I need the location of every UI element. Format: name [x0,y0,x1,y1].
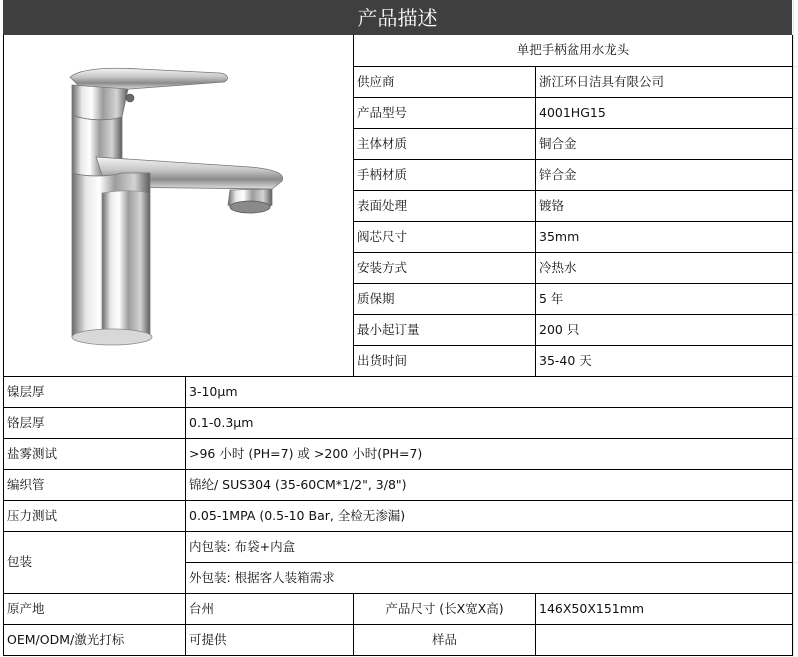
spec-value-lead-time: 35-40 天 [539,353,592,368]
spec-label-body-material: 主体材质 [357,136,408,151]
spec-value-cartridge: 35mm [539,229,580,244]
detail-label-salt-spray: 盐雾测试 [7,446,58,461]
spec-label-finish: 表面处理 [357,198,408,213]
spec-value-supplier: 浙江环日洁具有限公司 [539,74,665,89]
spec-value-model: 4001HG15 [539,105,606,120]
spec-label-lead-time: 出货时间 [357,353,408,368]
oem-label: OEM/ODM/激光打标 [7,632,125,647]
detail-value-hose: 锦纶/ SUS304 (35-60CM*1/2", 3/8") [189,477,407,492]
spec-value-handle-material: 锌合金 [539,167,577,182]
oem-value: 可提供 [189,632,227,647]
detail-label-hose: 编织管 [7,477,45,492]
packaging-outer: 外包装: 根据客人装箱需求 [189,570,335,585]
spec-label-model: 产品型号 [357,105,408,120]
spec-value-installation: 冷热水 [539,260,577,275]
packaging-label: 包装 [7,554,33,569]
detail-label-pressure: 压力测试 [7,508,58,523]
origin-value: 台州 [189,601,215,616]
detail-value-pressure: 0.05-1MPA (0.5-10 Bar, 全检无渗漏) [189,508,406,523]
product-name: 单把手柄盆用水龙头 [516,42,630,57]
detail-label-nickel: 镍层厚 [7,384,45,399]
spec-label-cartridge: 阀芯尺寸 [357,229,408,244]
detail-value-nickel: 3-10μm [189,384,238,399]
spec-label-installation: 安装方式 [357,260,408,275]
detail-value-salt-spray: >96 小时 (PH=7) 或 >200 小时(PH=7) [189,446,423,461]
page-title: 产品描述 [3,0,792,35]
detail-value-chrome: 0.1-0.3μm [189,415,254,430]
spec-value-warranty: 5 年 [539,291,564,306]
spec-value-finish: 镀铬 [539,198,565,213]
sample-label: 样品 [431,632,457,647]
spec-label-handle-material: 手柄材质 [357,167,408,182]
packaging-inner: 内包装: 布袋+内盒 [189,539,296,554]
spec-label-supplier: 供应商 [357,74,395,89]
detail-label-chrome: 铬层厚 [7,415,45,430]
spec-value-body-material: 铜合金 [539,136,577,151]
origin-label: 原产地 [7,601,45,616]
spec-label-warranty: 质保期 [357,291,395,306]
spec-value-moq: 200 只 [539,322,580,337]
spec-label-moq: 最小起订量 [357,322,420,337]
size-value: 146X50X151mm [539,601,645,616]
size-label: 产品尺寸 (长X宽X高) [385,601,504,616]
faucet-image [10,45,345,365]
